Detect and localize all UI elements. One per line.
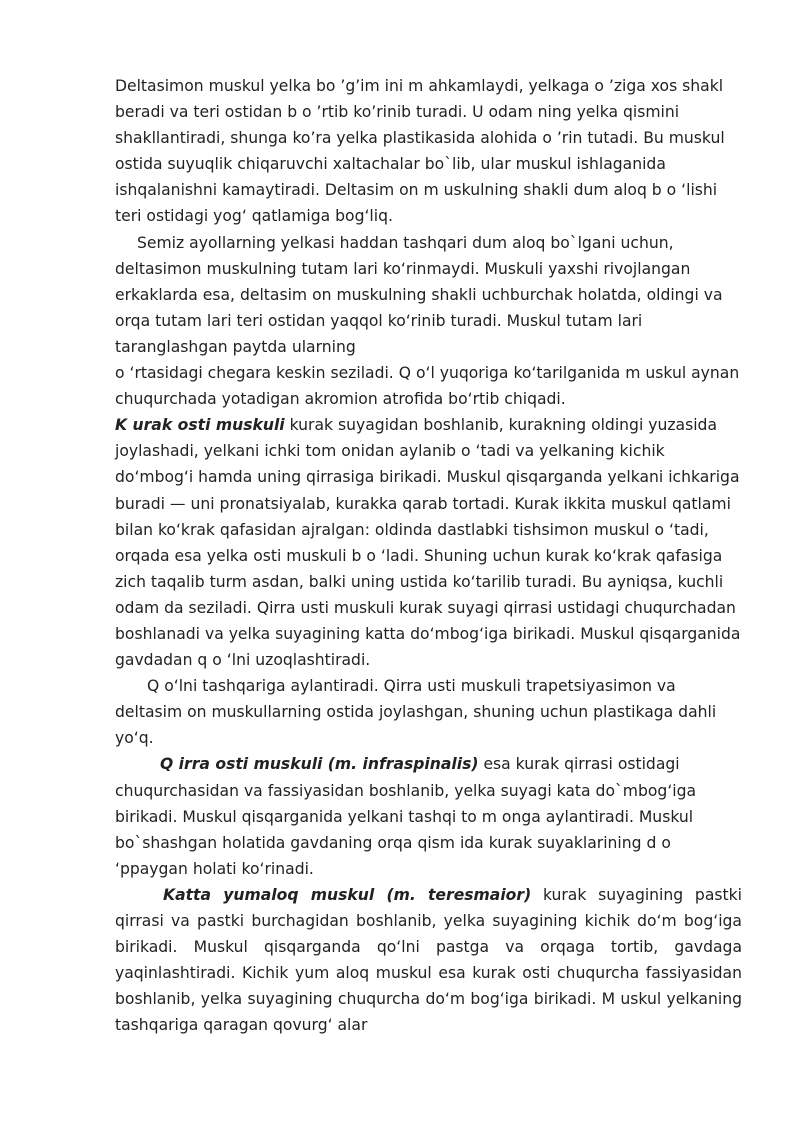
paragraph-bundle-boundary — [115, 360, 742, 412]
term-infraspinatus: Q irra osti muskuli (m. infraspinalis) — [160, 755, 479, 774]
paragraph-infraspinatus — [115, 751, 742, 881]
paragraph-obese-shoulders — [115, 230, 742, 360]
paragraph-subscapularis — [115, 412, 742, 673]
paragraph-text: Deltasimon muskul yelka bo ’g’im ini m ahkamlaydi, yelkaga o ’ziga xos shakl beradi va teri ostidan b o ’rtib ko’rinib turadi. U odam ning yelka qismini shakllantiradi, shunga ko’ra yelka plastikasida alohida o ’rin tutadi. Bu muskul ostida suyuqlik chiqaruvchi xaltachalar bo`lib, ular muskul ishlaganida ishqalanishni kamaytiradi. Deltasim on m uskulning shakli dum aloq b o ‘lishi teri ostidagi yog‘ qatlamiga bog‘liq. — [115, 77, 725, 226]
paragraph-text: kurak suyagining pastki qirrasi va pastki burchagidan boshlanib, yelka suyagining kichik do‘m bog‘iga birikadi. Muskul qisqarganda qo‘lni pastga va orqaga tortib, gavdaga yaqinlashtiradi. Kichik yum aloq muskul esa kurak osti chuqurcha fassiyasidan boshlanib, yelka suyagining chuqurcha do‘m bog‘iga birikadi. M uskul yelkaning tashqariga qaragan qovurg‘ alar — [115, 885, 742, 1035]
term-teres-major: Katta yumaloq muskul (m. teresmaior) — [163, 885, 532, 904]
paragraph-deltoid-intro — [115, 73, 742, 230]
paragraph-text: o ‘rtasidagi chegara keskin seziladi. Q o‘l yuqoriga ko‘tarilganida m uskul aynan chuqurchada yotadigan akromion atrofida bo‘rtib chiqadi. — [115, 364, 740, 409]
paragraph-text: Semiz ayollarning yelkasi haddan tashqari dum aloq bo`lgani uchun, deltasimon muskulning tutam lari ko‘rinmaydi. Muskuli yaxshi rivojlangan erkaklarda esa, deltasim on muskulning shakli uchburchak holatda, oldingi va orqa tutam lari teri ostidan yaqqol ko‘rinib turadi. Muskul tutam lari taranglashgan paytda ularning — [115, 233, 723, 356]
document-page — [115, 73, 742, 1038]
paragraph-teres-major — [115, 882, 742, 1039]
paragraph-text: esa kurak qirrasi ostidagi chuqurchasidan va fassiyasidan boshlanib, yelka suyagi kata do`mbog‘iga birikadi. Muskul qisqarganida yelkani tashqi to m onga aylantiradi. Muskul bo`shashgan holatida gavdaning orqa qism ida kurak suyaklarining d o ‘ppaygan holati ko‘rinadi. — [115, 755, 697, 878]
term-subscapularis: K urak osti muskuli — [115, 416, 285, 435]
paragraph-supraspinatus — [115, 673, 742, 751]
paragraph-text: kurak suyagidan boshlanib, kurakning oldingi yuzasida joylashadi, yelkani ichki tom onidan aylanib o ‘tadi va yelkaning kichik do‘mbog‘i hamda uning qirrasiga birikadi. Muskul qisqarganda yelkani ichkariga buradi — uni pronatsiyalab, kurakka qarab tortadi. Kurak ikkita muskul qatlami bilan ko‘krak qafasidan ajralgan: oldinda dastlabki tishsimon muskul o ‘tadi, orqada esa yelka osti muskuli b o ‘ladi. Shuning uchun kurak ko‘krak qafasiga zich taqalib turm asdan, balki uning ustida ko‘tarilib turadi. Bu ayniqsa, kuchli odam da seziladi. Qirra usti muskuli kurak suyagi qirrasi ustidagi chuqurchadan boshlanadi va yelka suyagining katta do‘mbog‘iga birikadi. Muskul qisqarganida gavdadan q o ‘lni uzoqlashtiradi. — [115, 416, 741, 670]
paragraph-text: Q o‘lni tashqariga aylantiradi. Qirra usti muskuli trapetsiyasimon va deltasim on muskullarning ostida joylashgan, shuning uchun plastikaga dahli yo‘q. — [115, 677, 717, 748]
